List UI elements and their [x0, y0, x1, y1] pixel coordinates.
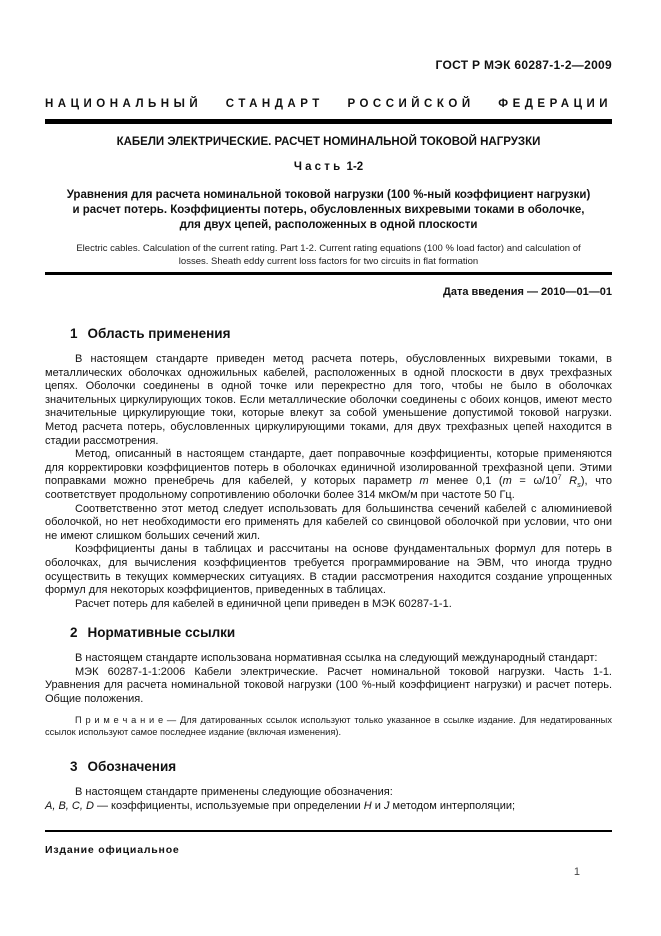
section-1-heading — [45, 326, 612, 341]
footnote-rule — [45, 830, 612, 832]
text-segment: и — [371, 800, 384, 813]
part-label: Ч а с т ь 1-2 — [293, 161, 364, 173]
doc-number: ГОСТ Р МЭК 60287-1-2—2009 — [435, 58, 612, 72]
text-segment: Метод, описанный в настоящем стандарте, дает поправочные коэффициенты, которые применяются для корректировки коэффициентов потерь в оболочках единичной изолированной трехфазной цепи. Этими поправками можно пренебречь для кабелей, у которых параметр — [45, 448, 612, 488]
subtitle-line: и расчет потерь. Коэффициенты потерь, обусловленных вихревыми токами в оболочке, — [72, 204, 585, 216]
symbols-definition-line — [45, 800, 612, 814]
symbols-intro: В настоящем стандарте применены следующие обозначения: — [75, 786, 393, 799]
page-number: 1 — [573, 866, 580, 878]
text-segment: методом интерполяции; — [389, 800, 516, 813]
text-segment: ), что соответствует продольному сопротивлению оболочки более 314 мкОм/м при частоте 50 Гц. — [45, 475, 613, 501]
section-2-heading — [45, 625, 612, 640]
references-paragraph-2: МЭК 60287-1-1:2006 Кабели электрические. Расчет номинальной токовой нагрузки. Часть 1-1. Уравнения для расчета номинальной токовой нагрузки (100 %-ный коэффициент нагрузки) и расчет потерь. Общие положения. — [45, 665, 612, 706]
document-subtitle — [45, 188, 612, 233]
scope-paragraph-3: Соответственно этот метод следует использовать для большинства сечений кабелей с алюминиевой оболочкой, но нет необходимости его применять для кабелей со свинцовой оболочкой при условии, что они не имеют слишком больших сечений жил. — [45, 502, 612, 542]
variable-r: R — [561, 475, 578, 488]
scope-paragraph-5: Расчет потерь для кабелей в единичной цепи приведен в МЭК 60287-1-1. — [75, 597, 452, 610]
note-paragraph: П р и м е ч а н и е — Для датированных ссылок используют только указанное в ссылке издание. Для недатированных ссылок используют самое последнее издание (включая изменения). — [45, 714, 612, 738]
subheader-rule — [45, 272, 612, 275]
section-title: Нормативные ссылки — [87, 625, 236, 641]
document-title: КАБЕЛИ ЭЛЕКТРИЧЕСКИЕ. РАСЧЕТ НОМИНАЛЬНОЙ ТОКОВОЙ НАГРУЗКИ — [116, 136, 541, 148]
text-segment: — коэффициенты, используемые при определении — [93, 800, 364, 813]
section-number: 1 — [70, 326, 78, 341]
formula-subscript: s — [577, 480, 581, 490]
formula-exponent: 7 — [557, 472, 562, 482]
subtitle-line: Уравнения для расчета номинальной токовой нагрузки (100 %-ный коэффициент нагрузки) — [66, 189, 591, 201]
title-en-line: losses. Sheath eddy current loss factors for two circuits in flat formation — [178, 256, 479, 267]
title-en-line: Electric cables. Calculation of the current rating. Part 1-2. Current rating equations (100 % load factor) and calculation of — [76, 243, 581, 254]
section-3-heading — [45, 759, 612, 774]
section-title: Область применения — [87, 326, 231, 341]
subtitle-line: для двух цепей, расположенных в одной плоскости — [179, 219, 478, 231]
scope-paragraph-2 — [45, 448, 612, 502]
effective-date: Дата введения — 2010—01—01 — [443, 286, 612, 298]
references-paragraph-1: В настоящем стандарте использована нормативная ссылка на следующий международный стандарт: — [75, 652, 598, 665]
text-segment: менее 0,1 ( — [428, 475, 503, 488]
scope-paragraph-1: В настоящем стандарте приведен метод расчета потерь, обусловленных вихревыми токами, в металлических оболочках одножильных кабелей, расположенных в одной плоскости в двух трехфазных цепях. Оболочки соединены в одной точке или перекрестно для того, чтобы не было в оболочках значительных циркулирующих токов. Если металлические оболочки соединены с обоих концов, имеют место значительные циркулирующие токи, которые влекут за собой уменьшение допустимой токовой нагрузки. Метод расчета потерь, обусловленных циркулирующими токами, для двух трехфазных цепей находится в стадии рассмотрения. — [45, 353, 612, 447]
variable-h: H — [363, 800, 372, 813]
section-number: 2 — [70, 625, 78, 641]
variable-m: m — [419, 475, 429, 488]
variable-m: m — [502, 475, 512, 488]
formula-segment: = ω/10 — [511, 475, 558, 488]
section-number: 3 — [70, 759, 78, 775]
official-edition-note: Издание официальное — [45, 844, 180, 856]
document-title-english — [45, 242, 612, 268]
symbol-variables: A, B, C, D — [45, 800, 94, 813]
variable-j: J — [384, 800, 390, 813]
scope-paragraph-4: Коэффициенты даны в таблицах и рассчитаны на основе фундаментальных формул для потерь в оболочках, для вычисления коэффициентов требуется программирование на ЭВМ, что иногда трудно осуществить в текущих коммерческих ситуациях. В стадии рассмотрения находится создание упрощенных формул для некоторых коэффициентов, приведенных в таблицах. — [45, 543, 612, 597]
header-rule — [45, 119, 612, 124]
section-title: Обозначения — [87, 759, 177, 775]
national-standard-heading: НАЦИОНАЛЬНЫЙ СТАНДАРТ РОССИЙСКОЙ ФЕДЕРАЦИИ — [45, 98, 612, 110]
